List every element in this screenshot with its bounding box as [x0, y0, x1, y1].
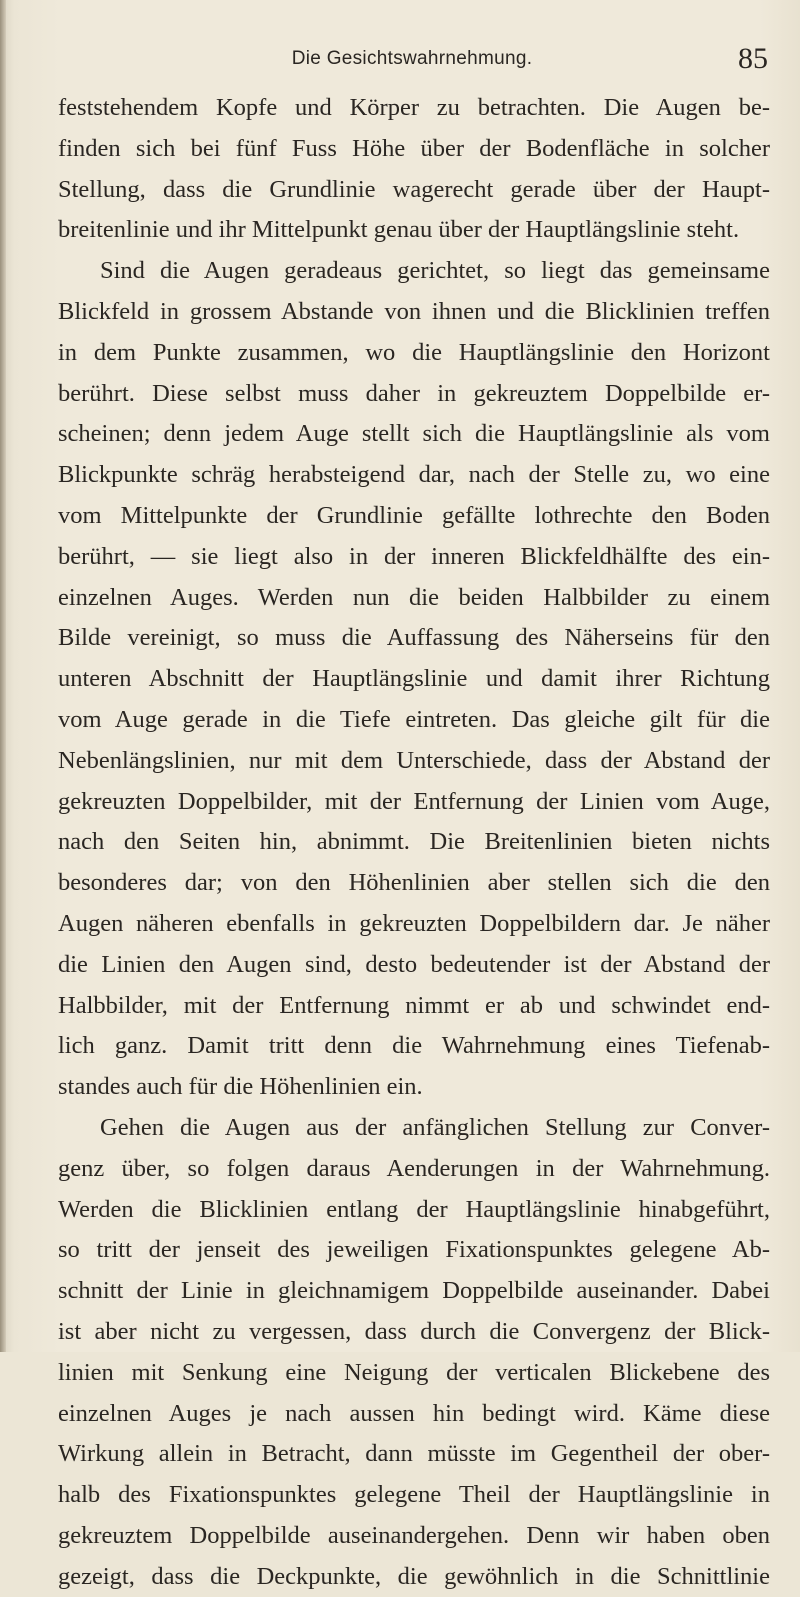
- text-line: so tritt der jenseit des jeweiligen Fixationspunktes gelegene Ab-: [58, 1236, 770, 1264]
- page-number: 85: [738, 42, 768, 75]
- running-head: [56, 40, 768, 80]
- text-line: ist aber nicht zu vergessen, dass durch die Convergenz der Blick-: [58, 1317, 770, 1345]
- text-line: breitenlinie und ihr Mittelpunkt genau über der Hauptlängslinie steht.: [58, 216, 740, 244]
- paragraph-start-line: Gehen die Augen aus der anfänglichen Stellung zur Conver-: [100, 1113, 770, 1141]
- text-line: Stellung, dass die Grundlinie wagerecht gerade über der Haupt-: [58, 175, 770, 203]
- text-line: Wirkung allein in Betracht, dann müsste im Gegentheil der ober-: [58, 1440, 770, 1468]
- text-line: berührt. Diese selbst muss daher in gekreuztem Doppelbilde er-: [58, 379, 770, 407]
- text-line: lich ganz. Damit tritt denn die Wahrnehmung eines Tiefenab-: [58, 1032, 770, 1060]
- text-line: Bilde vereinigt, so muss die Auffassung des Näherseins für den: [58, 624, 770, 652]
- text-line: berührt, — sie liegt also in der inneren Blickfeldhälfte des ein-: [58, 542, 770, 570]
- text-line: linien mit Senkung eine Neigung der verticalen Blickebene des: [58, 1358, 770, 1386]
- binding-edge: [0, 0, 6, 1352]
- text-line: Blickfeld in grossem Abstande von ihnen und die Blicklinien treffen: [58, 297, 770, 325]
- chapter-title: Die Gesichtswahrnehmung.: [291, 48, 533, 69]
- text-line: vom Auge gerade in die Tiefe eintreten. Das gleiche gilt für die: [58, 705, 770, 733]
- text-line: gekreuztem Doppelbilde auseinandergehen. Denn wir haben oben: [58, 1521, 770, 1549]
- text-line: Augen näheren ebenfalls in gekreuzten Doppelbildern dar. Je näher: [58, 909, 770, 937]
- body-text: [58, 88, 770, 1597]
- text-line: Werden die Blicklinien entlang der Hauptlängslinie hinabgeführt,: [58, 1195, 770, 1223]
- text-line: standes auch für die Höhenlinien ein.: [58, 1073, 423, 1101]
- text-line: gezeigt, dass die Deckpunkte, die gewöhnlich in die Schnittlinie: [58, 1562, 770, 1590]
- text-line: Nebenlängslinien, nur mit dem Unterschiede, dass der Abstand der: [58, 746, 770, 774]
- text-line: einzelnen Auges. Werden nun die beiden Halbbilder zu einem: [58, 583, 770, 611]
- paragraph-start-line: Sind die Augen geradeaus gerichtet, so liegt das gemeinsame: [100, 257, 770, 285]
- text-line: einzelnen Auges je nach aussen hin bedingt wird. Käme diese: [58, 1399, 770, 1427]
- text-line: genz über, so folgen daraus Aenderungen in der Wahrnehmung.: [58, 1154, 770, 1182]
- text-line: finden sich bei fünf Fuss Höhe über der Bodenfläche in solcher: [58, 134, 770, 162]
- text-line: die Linien den Augen sind, desto bedeutender ist der Abstand der: [58, 950, 770, 978]
- text-line: Halbbilder, mit der Entfernung nimmt er ab und schwindet end-: [58, 991, 770, 1019]
- text-line: unteren Abschnitt der Hauptlängslinie und damit ihrer Richtung: [58, 665, 770, 693]
- text-line: in dem Punkte zusammen, wo die Hauptlängslinie den Horizont: [58, 338, 770, 366]
- text-line: halb des Fixationspunktes gelegene Theil der Hauptlängslinie in: [58, 1481, 770, 1509]
- text-line: gekreuzten Doppelbilder, mit der Entfernung der Linien vom Auge,: [58, 787, 770, 815]
- text-line: besonderes dar; von den Höhenlinien aber stellen sich die den: [58, 869, 770, 897]
- text-line: nach den Seiten hin, abnimmt. Die Breitenlinien bieten nichts: [58, 828, 770, 856]
- text-line: scheinen; denn jedem Auge stellt sich die Hauptlängslinie als vom: [58, 420, 770, 448]
- text-line: schnitt der Linie in gleichnamigem Doppelbilde auseinander. Dabei: [58, 1277, 770, 1305]
- text-line: vom Mittelpunkte der Grundlinie gefällte lothrechte den Boden: [58, 501, 770, 529]
- text-line: feststehendem Kopfe und Körper zu betrachten. Die Augen be-: [58, 94, 770, 121]
- text-line: Blickpunkte schräg herabsteigend dar, nach der Stelle zu, wo eine: [58, 461, 770, 489]
